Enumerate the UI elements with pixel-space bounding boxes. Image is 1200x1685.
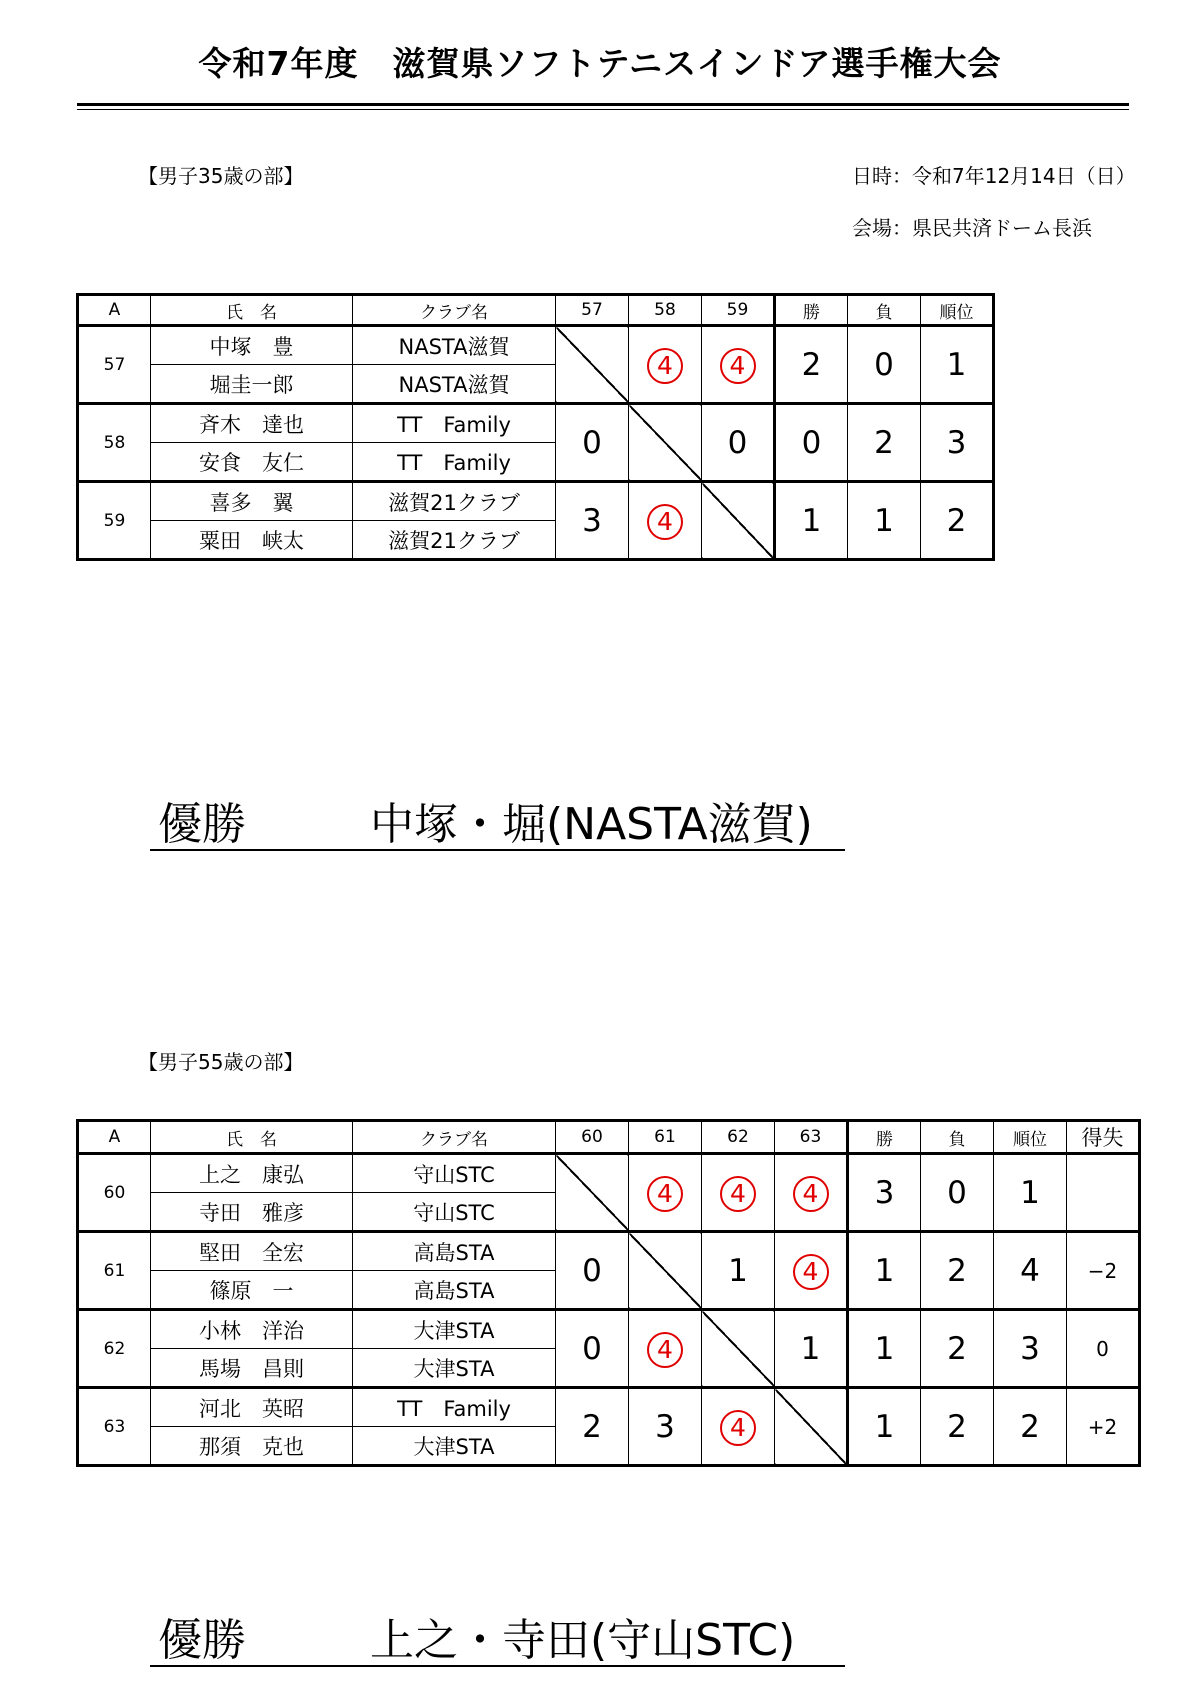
match-score: 3	[556, 482, 629, 560]
losses-cell: 2	[921, 1310, 994, 1388]
pair-id: 58	[78, 404, 151, 482]
player-name: 篠原 一	[151, 1271, 353, 1310]
losses-cell: 0	[921, 1154, 994, 1232]
pair-id: 60	[78, 1154, 151, 1232]
player-name: 堀圭一郎	[151, 365, 353, 404]
winner-underline	[150, 849, 845, 851]
winner-pair: 上之・寺田(守山STC)	[370, 1615, 796, 1666]
header-club: クラブ名	[353, 295, 556, 326]
title-rule-thick	[77, 103, 1129, 106]
pair-58	[78, 404, 994, 482]
losses-cell: 2	[848, 404, 921, 482]
event-venue: 会場：県民共済ドーム長浜	[852, 216, 1092, 240]
player-name: 上之 康弘	[151, 1154, 353, 1193]
pair-id: 59	[78, 482, 151, 560]
header-name: 氏 名	[151, 1121, 353, 1154]
table-header	[78, 1121, 1140, 1154]
match-score	[629, 1154, 702, 1232]
player-name: 堅田 全宏	[151, 1232, 353, 1271]
page-title: 令和7年度 滋賀県ソフトテニスインドア選手権大会	[198, 44, 1002, 83]
division-heading-35: 【男子35歳の部】	[138, 164, 304, 188]
rank-cell: 2	[921, 482, 994, 560]
player-name: 斉木 達也	[151, 404, 353, 443]
header-wins: 勝	[775, 295, 848, 326]
win-circle: 4	[647, 1332, 683, 1368]
wins-cell: 1	[775, 482, 848, 560]
losses-cell: 2	[921, 1232, 994, 1310]
winner-label: 優勝	[158, 1615, 246, 1666]
diff-cell: 0	[1067, 1310, 1140, 1388]
match-score	[775, 1154, 848, 1232]
header-opponent: 57	[556, 295, 629, 326]
header-rank: 順位	[921, 295, 994, 326]
header-name: 氏 名	[151, 295, 353, 326]
header-losses: 負	[921, 1121, 994, 1154]
header-opponent: 62	[702, 1121, 775, 1154]
header-losses: 負	[848, 295, 921, 326]
pair-63	[78, 1388, 1140, 1466]
match-score	[629, 482, 702, 560]
player-name: 馬場 昌則	[151, 1349, 353, 1388]
match-score: 0	[556, 404, 629, 482]
pair-59	[78, 482, 994, 560]
self-match-cell	[629, 404, 702, 482]
player-name: 寺田 雅彦	[151, 1193, 353, 1232]
diff-cell: −2	[1067, 1232, 1140, 1310]
player-name: 粟田 峡太	[151, 521, 353, 560]
player-club: TT Family	[353, 1388, 556, 1427]
round-robin-table-55	[76, 1119, 1141, 1467]
match-score: 0	[556, 1310, 629, 1388]
pair-id: 62	[78, 1310, 151, 1388]
win-circle: 4	[720, 348, 756, 384]
player-club: 大津STA	[353, 1310, 556, 1349]
rank-cell: 4	[994, 1232, 1067, 1310]
rank-cell: 1	[994, 1154, 1067, 1232]
win-circle: 4	[793, 1254, 829, 1290]
header-rank: 順位	[994, 1121, 1067, 1154]
win-circle: 4	[793, 1176, 829, 1212]
player-name: 中塚 豊	[151, 326, 353, 365]
header-opponent: 60	[556, 1121, 629, 1154]
pair-61	[78, 1232, 1140, 1310]
match-score	[775, 1232, 848, 1310]
match-score	[702, 1154, 775, 1232]
winner-label: 優勝	[158, 799, 246, 850]
win-circle: 4	[647, 1176, 683, 1212]
player-club: 高島STA	[353, 1232, 556, 1271]
rank-cell: 2	[994, 1388, 1067, 1466]
wins-cell: 0	[775, 404, 848, 482]
player-club: 滋賀21クラブ	[353, 482, 556, 521]
player-club: 高島STA	[353, 1271, 556, 1310]
losses-cell: 1	[848, 482, 921, 560]
self-match-cell	[775, 1388, 848, 1466]
match-score: 0	[556, 1232, 629, 1310]
win-circle: 4	[647, 504, 683, 540]
pair-57	[78, 326, 994, 404]
header-opponent: 58	[629, 295, 702, 326]
pair-id: 61	[78, 1232, 151, 1310]
rank-cell: 1	[921, 326, 994, 404]
player-club: 大津STA	[353, 1427, 556, 1466]
player-club: 大津STA	[353, 1349, 556, 1388]
match-score	[702, 326, 775, 404]
match-score: 1	[775, 1310, 848, 1388]
header-group: A	[78, 1121, 151, 1154]
event-date: 日時：令和7年12月14日（日）	[852, 164, 1136, 188]
wins-cell: 1	[848, 1232, 921, 1310]
header-opponent: 61	[629, 1121, 702, 1154]
wins-cell: 3	[848, 1154, 921, 1232]
self-match-cell	[629, 1232, 702, 1310]
table-header	[78, 295, 994, 326]
title-rule-thin	[77, 109, 1129, 110]
division-heading-55: 【男子55歳の部】	[138, 1050, 304, 1074]
match-score: 3	[629, 1388, 702, 1466]
match-score	[629, 1310, 702, 1388]
losses-cell: 0	[848, 326, 921, 404]
self-match-cell	[556, 1154, 629, 1232]
pair-id: 57	[78, 326, 151, 404]
winner-pair: 中塚・堀(NASTA滋賀)	[370, 799, 813, 850]
header-opponent: 63	[775, 1121, 848, 1154]
player-club: NASTA滋賀	[353, 326, 556, 365]
wins-cell: 1	[848, 1388, 921, 1466]
win-circle: 4	[720, 1176, 756, 1212]
player-name: 河北 英昭	[151, 1388, 353, 1427]
match-score: 2	[556, 1388, 629, 1466]
pair-62	[78, 1310, 1140, 1388]
player-name: 安食 友仁	[151, 443, 353, 482]
rank-cell: 3	[921, 404, 994, 482]
round-robin-table-35	[76, 293, 995, 561]
win-circle: 4	[720, 1410, 756, 1446]
wins-cell: 2	[775, 326, 848, 404]
header-wins: 勝	[848, 1121, 921, 1154]
match-score: 1	[702, 1232, 775, 1310]
player-club: TT Family	[353, 443, 556, 482]
match-score: 0	[702, 404, 775, 482]
diff-cell: +2	[1067, 1388, 1140, 1466]
header-club: クラブ名	[353, 1121, 556, 1154]
self-match-cell	[702, 482, 775, 560]
player-club: 滋賀21クラブ	[353, 521, 556, 560]
win-circle: 4	[647, 348, 683, 384]
self-match-cell	[556, 326, 629, 404]
rank-cell: 3	[994, 1310, 1067, 1388]
header-opponent: 59	[702, 295, 775, 326]
winner-underline	[150, 1665, 845, 1667]
player-club: NASTA滋賀	[353, 365, 556, 404]
header-diff: 得失	[1067, 1121, 1140, 1154]
pair-60	[78, 1154, 1140, 1232]
match-score	[702, 1388, 775, 1466]
diff-cell	[1067, 1154, 1140, 1232]
match-score	[629, 326, 702, 404]
winner-line-55	[158, 1604, 795, 1668]
player-name: 喜多 翼	[151, 482, 353, 521]
player-club: 守山STC	[353, 1154, 556, 1193]
header-group: A	[78, 295, 151, 326]
player-club: 守山STC	[353, 1193, 556, 1232]
self-match-cell	[702, 1310, 775, 1388]
player-name: 那須 克也	[151, 1427, 353, 1466]
player-name: 小林 洋治	[151, 1310, 353, 1349]
winner-line-35	[158, 788, 813, 852]
wins-cell: 1	[848, 1310, 921, 1388]
pair-id: 63	[78, 1388, 151, 1466]
losses-cell: 2	[921, 1388, 994, 1466]
player-club: TT Family	[353, 404, 556, 443]
